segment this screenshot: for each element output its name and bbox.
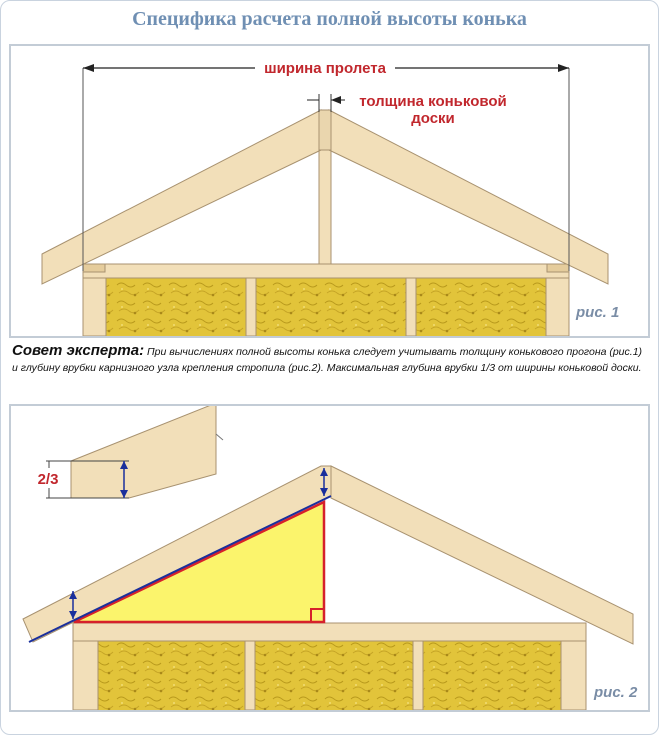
expert-tip-text: При вычислениях полной высоты конька следует учитывать толщину конькового прогона (рис.1) и глубину врубки карнизного узла крепления стропила (рис.2). Максимальная глубина врубки 1/3 от ширины коньковой доски.	[12, 346, 643, 374]
insulation-2	[256, 278, 406, 336]
figure-2-panel	[9, 404, 650, 712]
ridge-board	[319, 110, 331, 150]
insulation-1	[98, 641, 245, 710]
rafter-detail	[71, 406, 216, 498]
rafter-left	[42, 110, 321, 284]
stud-left	[83, 278, 106, 336]
ratio-label: 2/3	[37, 471, 59, 488]
height-triangle	[74, 502, 324, 622]
stud-3	[413, 641, 423, 710]
stud-2	[246, 278, 256, 336]
figure-1-diagram	[11, 46, 648, 336]
stud-2	[245, 641, 255, 710]
insulation-1	[106, 278, 246, 336]
figure-1-panel	[9, 44, 650, 338]
ridge-thickness-label-line2: доски	[411, 110, 455, 127]
expert-tip	[12, 343, 648, 376]
insulation-3	[423, 641, 561, 710]
stud-left	[73, 641, 98, 710]
wall-plate-left	[83, 264, 105, 272]
stud-right	[561, 641, 586, 710]
expert-tip-heading: Совет эксперта:	[12, 342, 145, 359]
rafter-right	[331, 466, 633, 644]
page-title: Специфика расчета полной высоты конька	[132, 8, 527, 30]
figure-1-caption: рис. 1	[576, 304, 620, 321]
top-plate	[73, 623, 586, 641]
figure-2-diagram	[11, 406, 648, 710]
insulation-2	[255, 641, 413, 710]
top-plate	[83, 264, 569, 278]
insulation-3	[416, 278, 546, 336]
stud-right	[546, 278, 569, 336]
span-label: ширина пролета	[264, 60, 386, 77]
wall-plate-right	[547, 264, 569, 272]
ridge-thickness-label-line1: толщина коньковой	[359, 93, 507, 110]
king-post	[319, 146, 331, 264]
figure-2-caption: рис. 2	[594, 684, 638, 701]
rafter-right	[329, 110, 608, 284]
stud-3	[406, 278, 416, 336]
